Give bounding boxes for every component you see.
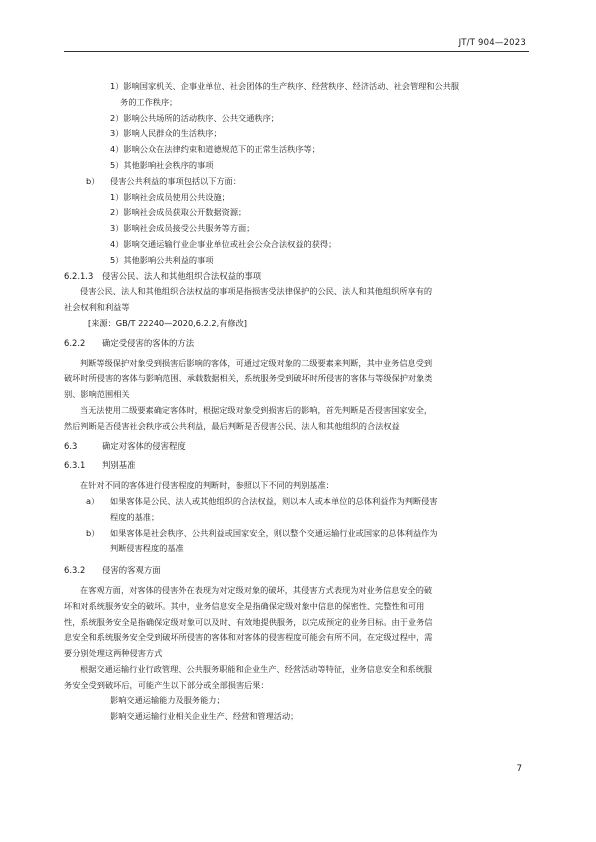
page-number: 7 [516,764,522,774]
list-item: 影响交通运输能力及服务能力； [110,695,225,706]
paragraph-line: 要分别处理这两种侵害方式 [64,648,163,659]
list-label: b） [86,527,100,538]
list-item [64,494,526,510]
list-item-continuation: 程度的基准； [110,511,160,522]
section-title: 确定对客体的侵害程度 [102,440,186,451]
paragraph-line: 别、影响范围相关 [64,389,130,400]
list-item: 3）影响人民群众的生活秩序； [110,128,222,139]
section-heading [64,336,526,352]
section-number: 6.2.2 [64,337,86,348]
paragraph-line: 判断等级保护对象受到损害后影响的客体，可通过定级对象的二级要素来判断，其中业务信息受到 [80,357,433,368]
list-item-continuation: 判断侵害程度的基准 [110,543,184,554]
paragraph-line: 在客观方面，对客体的侵害外在表现为对定级对象的破坏，其侵害方式表现为对业务信息安全的破 [80,584,433,595]
section-title: 侵害公民、法人和其他组织合法权益的事项 [102,270,262,281]
paragraph-line: 破坏时所侵害的客体与影响范围、承载数据相关，系统服务受到破坏时所侵害的客体与等级保护对象类 [64,373,433,384]
list-item: 4）影响交通运输行业企事业单位或社会公众合法权益的获得； [110,238,337,249]
section-number: 6.2.1.3 [64,270,94,281]
paragraph-line: 性，系统服务安全是指确保定级对象可以及时、有效地提供服务，以完成预定的业务目标。由于业务信 [64,616,433,627]
section-title: 判别基准 [102,460,136,471]
paragraph-line: 侵害公民、法人和其他组织合法权益的事项是指损害受法律保护的公民、法人和其他组织所享有的 [80,286,433,297]
paragraph-line: 社会权利和利益等 [64,302,130,313]
section-heading [64,439,526,455]
list-text: 如果客体是社会秩序、公共利益或国家安全，则以整个交通运输行业或国家的总体利益作为 [110,527,438,538]
list-item: 5）其他影响社会秩序的事项 [110,159,214,170]
header-rule [64,51,529,52]
list-text: 侵害公共利益的事项包括以下方面： [110,175,242,186]
section-heading [64,458,526,474]
list-label: a） [86,495,100,506]
standard-code: JT/T 904—2023 [458,38,526,48]
paragraph-line: 根据交通运输行业行政管理、公共服务职能和企业生产、经营活动等特征，业务信息安全和系统服 [80,663,433,674]
paragraph-line: 务安全受到破坏后，可能产生以下部分或全部损害后果： [64,679,269,690]
source-note: [来源：GB/T 22240—2020,6.2.2,有修改] [88,317,247,328]
paragraph-line: 息安全和系统服务安全受到破坏所侵害的客体和对客体的侵害程度可能会有所不同，在定级过程中，需 [64,632,433,643]
paragraph-line: 在针对不同的客体进行侵害程度的判断时，参照以下不同的判别基准： [80,480,334,491]
paragraph-line: 当无法使用二级要素确定客体时，根据定级对象受到损害后的影响，首先判断是否侵害国家安全， [80,404,433,415]
section-title: 确定受侵害的客体的方法 [102,337,195,348]
list-label: b） [86,175,100,186]
list-item: 5）其他影响公共利益的事项 [110,254,214,265]
list-item [64,526,526,542]
list-item-continuation: 务的工作秩序； [120,96,178,107]
list-item: 3）影响社会成员接受公共服务等方面； [110,223,255,234]
section-heading [64,269,526,285]
section-number: 6.3.2 [64,565,86,576]
list-item: 4）影响公众在法律约束和道德规范下的正常生活秩序等； [110,144,320,155]
section-heading [64,563,526,579]
section-number: 6.3.1 [64,460,86,471]
list-item: 1）影响国家机关、企事业单位、社会团体的生产秩序、经营秩序、经济活动、社会管理和公共服 [110,81,460,91]
list-item: 影响交通运输行业相关企业生产、经营和管理活动； [110,711,299,722]
paragraph-line: 然后判断是否侵害社会秩序或公共利益，最后判断是否侵害公民、法人和其他组织的合法权益 [64,420,400,431]
list-item [64,174,526,190]
list-item: 2）影响社会成员获取公开数据资源； [110,207,247,218]
list-item: 2）影响公共场所的活动秩序、公共交通秩序； [110,112,279,123]
paragraph-line: 坏和对系统服务安全的破坏。其中，业务信息安全是指确保定级对象中信息的保密性、完整性和可用 [64,600,425,611]
section-number: 6.3 [64,440,78,451]
section-title: 侵害的客观方面 [102,565,161,576]
document-body [64,79,526,725]
list-item: 1）影响社会成员使用公共设施； [110,191,230,202]
list-text: 如果客体是公民、法人或其他组织的合法权益，则以本人或本单位的总体利益作为判断侵害 [110,495,438,506]
